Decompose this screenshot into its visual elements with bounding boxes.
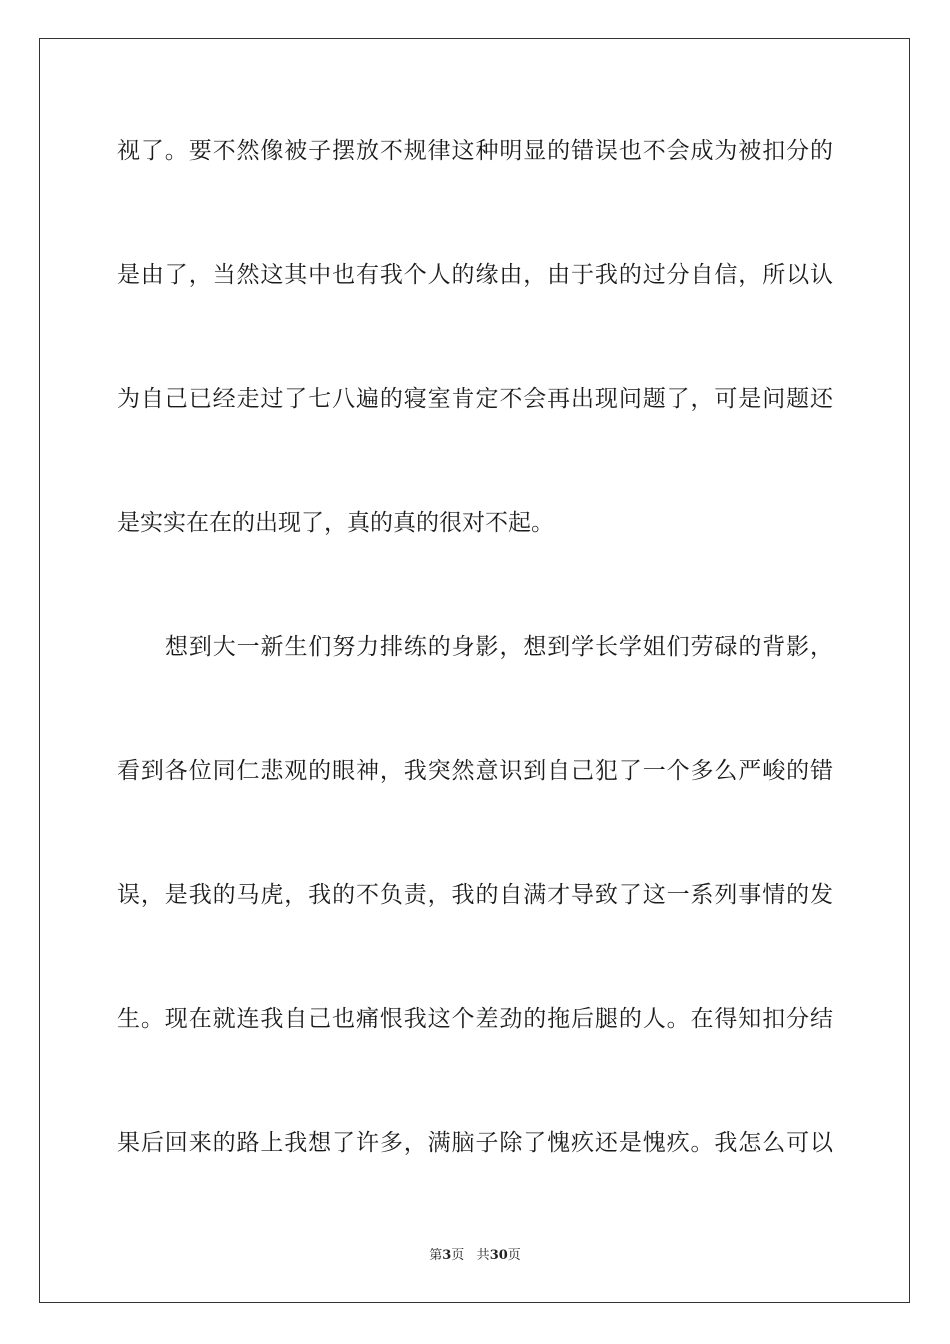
body-line-1: 视了。要不然像被子摆放不规律这种明显的错误也不会成为被扣分的 bbox=[117, 138, 833, 164]
page-border bbox=[39, 38, 910, 1303]
page-footer bbox=[0, 1247, 950, 1265]
body-line-7: 误，是我的马虎，我的不负责，我的自满才导致了这一系列事情的发 bbox=[117, 882, 833, 908]
body-line-2: 是由了，当然这其中也有我个人的缘由，由于我的过分自信，所以认 bbox=[117, 262, 833, 288]
body-line-8: 生。现在就连我自己也痛恨我这个差劲的拖后腿的人。在得知扣分结 bbox=[117, 1006, 833, 1032]
body-line-9: 果后回来的路上我想了许多，满脑子除了愧疚还是愧疚。我怎么可以 bbox=[117, 1130, 833, 1156]
total-prefix: 共 bbox=[476, 1248, 490, 1263]
total-suffix: 页 bbox=[507, 1248, 521, 1263]
page-suffix: 页 bbox=[451, 1248, 465, 1263]
body-line-6: 看到各位同仁悲观的眼神，我突然意识到自己犯了一个多么严峻的错 bbox=[117, 758, 833, 784]
page-prefix: 第 bbox=[429, 1248, 443, 1263]
body-line-4: 是实实在在的出现了，真的真的很对不起。 bbox=[117, 510, 554, 536]
page-number: 3 bbox=[442, 1248, 452, 1263]
paragraph-start-line: 想到大一新生们努力排练的身影，想到学长学姐们劳碌的背影， bbox=[165, 634, 833, 660]
body-line-3: 为自己已经走过了七八遍的寝室肯定不会再出现问题了，可是问题还 bbox=[117, 386, 833, 412]
total-pages: 30 bbox=[489, 1248, 508, 1263]
